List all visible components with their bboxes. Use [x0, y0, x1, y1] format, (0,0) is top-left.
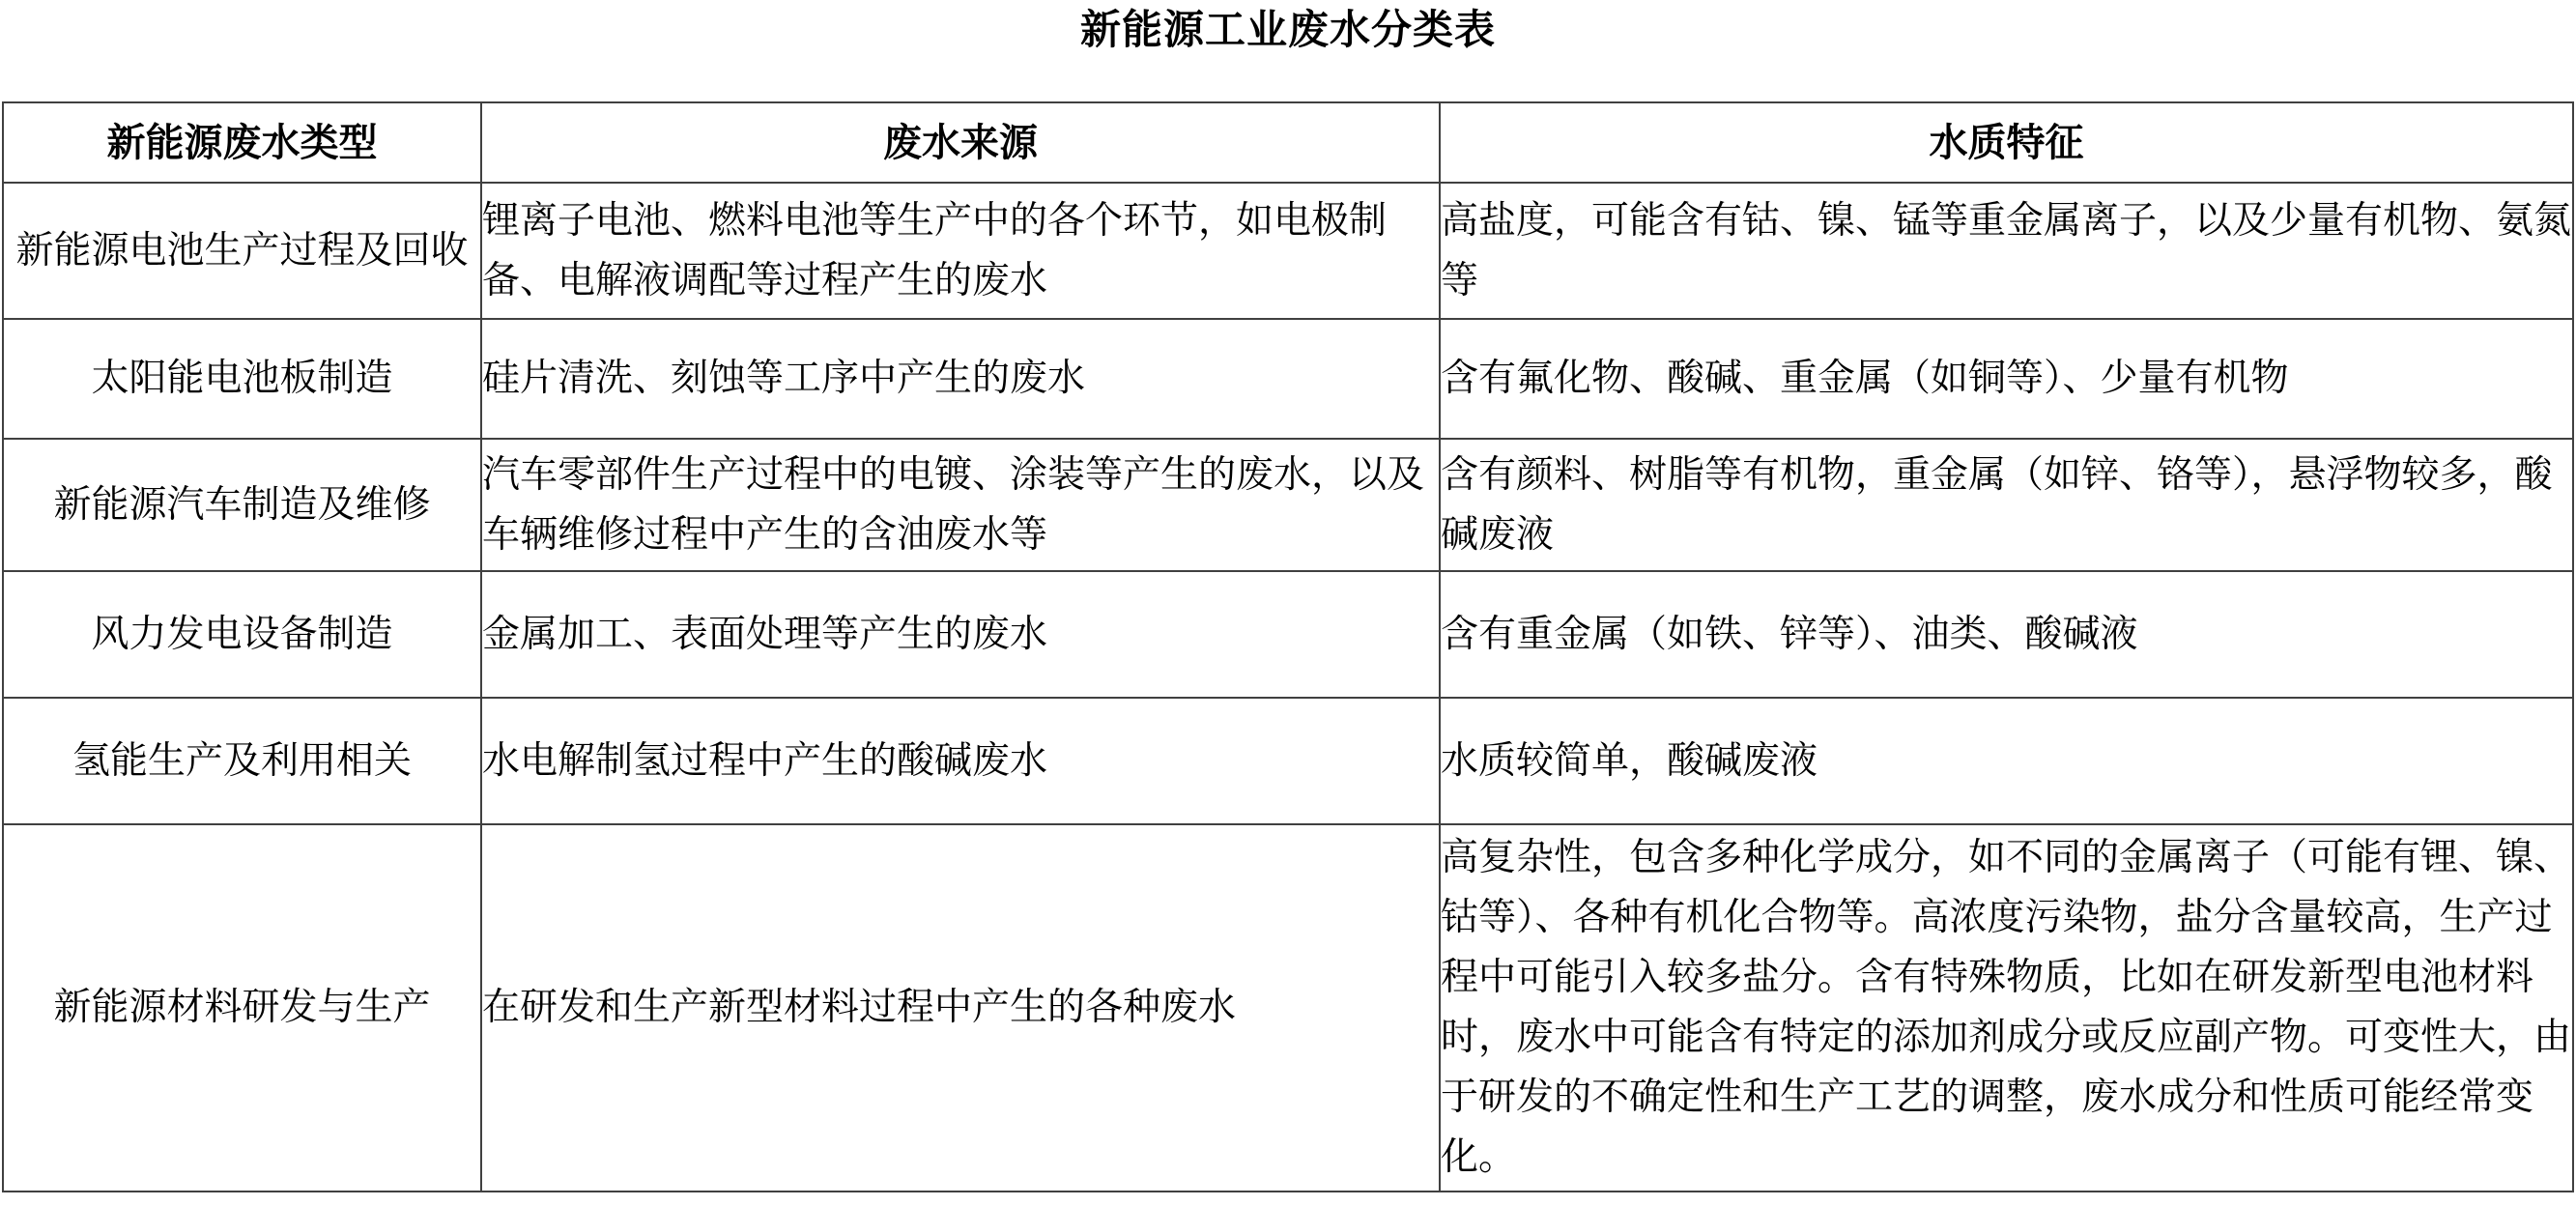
type-cell: 新能源电池生产过程及回收: [3, 183, 481, 319]
type-cell: 新能源材料研发与生产: [3, 824, 481, 1192]
table-body: [3, 183, 2573, 1192]
table-row: [3, 698, 2573, 824]
source-cell: 水电解制氢过程中产生的酸碱废水: [481, 698, 1440, 824]
source-cell: 在研发和生产新型材料过程中产生的各种废水: [481, 824, 1440, 1192]
column-header-source: 废水来源: [481, 102, 1440, 183]
type-cell: 氢能生产及利用相关: [3, 698, 481, 824]
table-header-row: [3, 102, 2573, 183]
type-cell: 风力发电设备制造: [3, 571, 481, 698]
source-cell: 金属加工、表面处理等产生的废水: [481, 571, 1440, 698]
table-row: [3, 319, 2573, 439]
source-cell: 硅片清洗、刻蚀等工序中产生的废水: [481, 319, 1440, 439]
type-cell: 新能源汽车制造及维修: [3, 439, 481, 571]
wastewater-classification-table: [2, 101, 2574, 1192]
type-cell: 太阳能电池板制造: [3, 319, 481, 439]
table-row: [3, 824, 2573, 1192]
characteristics-cell: 高盐度，可能含有钴、镍、锰等重金属离子，以及少量有机物、氨氮等: [1440, 183, 2573, 319]
characteristics-cell: 含有氟化物、酸碱、重金属（如铜等）、少量有机物: [1440, 319, 2573, 439]
table-row: [3, 183, 2573, 319]
characteristics-cell: 含有颜料、树脂等有机物，重金属（如锌、铬等），悬浮物较多，酸碱废液: [1440, 439, 2573, 571]
characteristics-cell: 高复杂性，包含多种化学成分，如不同的金属离子（可能有锂、镍、钴等）、各种有机化合物等。高浓度污染物，盐分含量较高，生产过程中可能引入较多盐分。含有特殊物质，比如在研发新型电池材料时，废水中可能含有特定的添加剂成分或反应副产物。可变性大，由于研发的不确定性和生产工艺的调整，废水成分和性质可能经常变化。: [1440, 824, 2573, 1192]
column-header-type: 新能源废水类型: [3, 102, 481, 183]
page-title: 新能源工业废水分类表: [1079, 7, 1496, 52]
source-cell: 汽车零部件生产过程中的电镀、涂装等产生的废水，以及车辆维修过程中产生的含油废水等: [481, 439, 1440, 571]
column-header-characteristics: 水质特征: [1440, 102, 2573, 183]
characteristics-cell: 含有重金属（如铁、锌等）、油类、酸碱液: [1440, 571, 2573, 698]
source-cell: 锂离子电池、燃料电池等生产中的各个环节，如电极制备、电解液调配等过程产生的废水: [481, 183, 1440, 319]
characteristics-cell: 水质较简单，酸碱废液: [1440, 698, 2573, 824]
table-row: [3, 439, 2573, 571]
table-row: [3, 571, 2573, 698]
